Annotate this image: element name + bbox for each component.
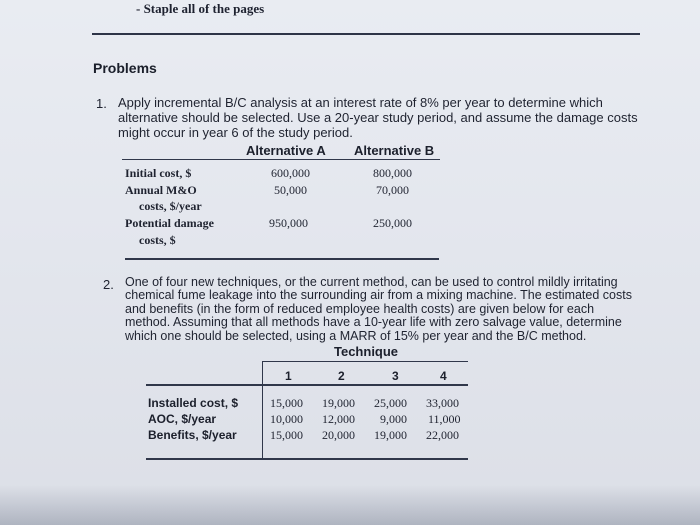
problem1-cell-b: 70,000 <box>376 183 409 197</box>
problem2-cell: 22,000 <box>426 428 459 442</box>
problem2-bottom-rule <box>146 458 468 460</box>
problem1-text <box>118 95 642 140</box>
problem2-line-4: method. Assuming that all methods have a 10-year life with zero salvage value, determine <box>125 315 622 330</box>
problem2-cell: 33,000 <box>426 396 459 410</box>
problem2-cell: 15,000 <box>270 396 303 410</box>
problem2-line-3: and benefits (in the form of reduced employee health costs) are given below for each <box>125 301 595 316</box>
problem1-number: 1. <box>96 96 107 111</box>
technique-col-header: 1 <box>285 369 292 383</box>
technique-col-header: 3 <box>392 369 399 383</box>
problem1-bottom-rule <box>125 258 439 260</box>
problem1-row-label: costs, $ <box>139 233 176 247</box>
problem2-row-label: AOC, $/year <box>148 412 217 426</box>
problem2-text <box>125 276 645 343</box>
problem2-cell: 20,000 <box>322 428 355 442</box>
problem1-cell-a: 600,000 <box>271 166 310 180</box>
technique-col-header: 4 <box>440 369 447 383</box>
problem1-row-label: Potential damage <box>125 216 214 230</box>
page-edge-shadow <box>0 485 700 525</box>
problem2-row-label: Installed cost, $ <box>148 396 239 410</box>
problem1-line-2: alternative should be selected. Use a 20-year study period, and assume the damage costs <box>118 110 638 125</box>
problem2-cell: 19,000 <box>374 428 407 442</box>
problem2-cell: 25,000 <box>374 396 407 410</box>
problem1-header-rule <box>122 159 440 160</box>
problem1-row-label: Initial cost, $ <box>125 166 192 180</box>
problem1-col-a-header: Alternative A <box>246 143 326 158</box>
problem2-line-5: which one should be selected, using a MARR of 15% per year and the B/C method. <box>125 328 587 343</box>
problem1-cell-a: 50,000 <box>274 183 307 197</box>
problem1-cell-a: 950,000 <box>269 216 308 230</box>
problem2-header-rule <box>146 384 468 386</box>
problem1-col-b-header: Alternative B <box>354 143 435 158</box>
problem1-line-3: might occur in year 6 of the study period. <box>118 125 353 140</box>
problem1-cell-b: 800,000 <box>373 166 412 180</box>
staple-note: - Staple all of the pages <box>136 1 265 16</box>
section-title: Problems <box>93 60 157 76</box>
problem2-cell: 9,000 <box>380 412 407 426</box>
problem2-number: 2. <box>103 277 114 292</box>
problem2-column-divider <box>262 362 263 458</box>
problem2-cell: 19,000 <box>322 396 355 410</box>
problem2-line-1: One of four new techniques, or the current method, can be used to control mildly irritating <box>125 275 618 289</box>
technique-col-header: 2 <box>338 369 345 383</box>
problem2-row-label: Benefits, $/year <box>148 428 237 442</box>
problem2-cell: 15,000 <box>270 428 303 442</box>
problem2-cell: 10,000 <box>270 412 303 426</box>
technique-rule <box>262 361 468 362</box>
problem1-cell-b: 250,000 <box>373 216 412 230</box>
problem2-cell: 12,000 <box>322 412 355 426</box>
technique-header: Technique <box>334 344 399 359</box>
problem1-row-label: Annual M&O <box>125 183 197 197</box>
header-rule <box>92 33 640 35</box>
problem1-row-label: costs, $/year <box>139 199 202 213</box>
problem2-line-2: chemical fume leakage into the surrounding air from a mixing machine. The estimated costs <box>125 288 632 303</box>
problem1-line-1: Apply incremental B/C analysis at an interest rate of 8% per year to determine which <box>118 95 603 110</box>
problem2-cell: 11,000 <box>428 412 461 426</box>
